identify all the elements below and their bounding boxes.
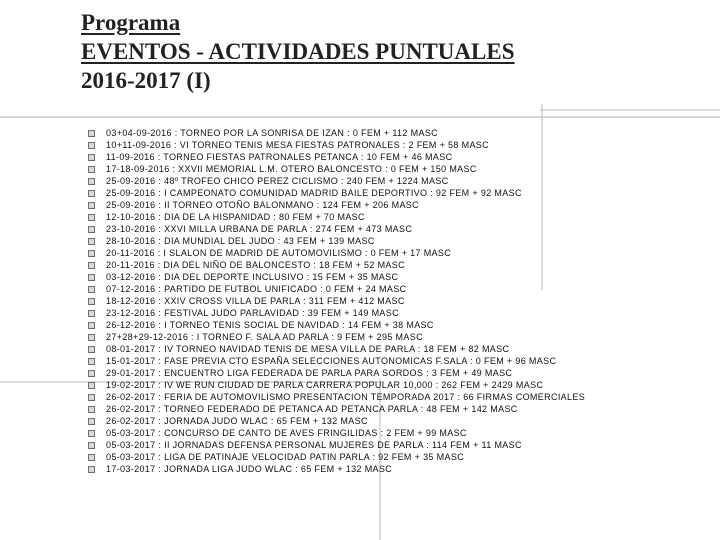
list-item-text: 20-11-2016 : I SLALON DE MADRID DE AUTOMOVILISMO : 0 FEM + 17 MASC (106, 248, 452, 258)
square-bullet-icon (88, 382, 95, 389)
list-item (88, 223, 585, 235)
list-item (88, 127, 585, 139)
slide-title (81, 8, 515, 95)
square-bullet-icon (88, 298, 95, 305)
list-item-text: 05-03-2017 : II JORNADAS DEFENSA PERSONAL MUJERES DE PARLA : 114 FEM + 11 MASC (106, 440, 522, 450)
title-line-2: EVENTOS - ACTIVIDADES PUNTUALES (81, 39, 515, 64)
list-item-text: 03+04-09-2016 : TORNEO POR LA SONRISA DE IZAN : 0 FEM + 112 MASC (106, 128, 439, 138)
square-bullet-icon (88, 274, 95, 281)
square-bullet-icon (88, 406, 95, 413)
list-item-text: 23-12-2016 : FESTIVAL JUDO PARLAVIDAD : 39 FEM + 149 MASC (106, 308, 399, 318)
list-item (88, 379, 585, 391)
square-bullet-icon (88, 202, 95, 209)
square-bullet-icon (88, 166, 95, 173)
list-item (88, 439, 585, 451)
square-bullet-icon (88, 394, 95, 401)
square-bullet-icon (88, 346, 95, 353)
list-item (88, 211, 585, 223)
list-item (88, 163, 585, 175)
list-item (88, 235, 585, 247)
square-bullet-icon (88, 310, 95, 317)
square-bullet-icon (88, 130, 95, 137)
list-item (88, 151, 585, 163)
list-item-text: 26-02-2017 : TORNEO FEDERADO DE PETANCA AD PETANCA PARLA : 48 FEM + 142 MASC (106, 404, 518, 414)
list-item-text: 29-01-2017 : ENCUENTRO LIGA FEDERADA DE PARLA PARA SORDOS : 3 FEM + 49 MASC (106, 368, 513, 378)
list-item (88, 415, 585, 427)
list-item (88, 283, 585, 295)
square-bullet-icon (88, 322, 95, 329)
list-item-text: 17-03-2017 : JORNADA LIGA JUDO WLAC : 65 FEM + 132 MASC (106, 464, 393, 474)
list-item (88, 343, 585, 355)
square-bullet-icon (88, 454, 95, 461)
list-item-text: 05-03-2017 : CONCURSO DE CANTO DE AVES FRINGILIDAS : 2 FEM + 99 MASC (106, 428, 467, 438)
square-bullet-icon (88, 358, 95, 365)
list-item (88, 355, 585, 367)
list-item-text: 19-02-2017 : IV WE RUN CIUDAD DE PARLA CARRERA POPULAR 10,000 : 262 FEM + 2429 MASC (106, 380, 544, 390)
square-bullet-icon (88, 286, 95, 293)
list-item (88, 307, 585, 319)
list-item (88, 139, 585, 151)
list-item (88, 259, 585, 271)
square-bullet-icon (88, 214, 95, 221)
list-item (88, 187, 585, 199)
square-bullet-icon (88, 334, 95, 341)
list-item (88, 247, 585, 259)
square-bullet-icon (88, 250, 95, 257)
list-item-text: 10+11-09-2016 : VI TORNEO TENIS MESA FIESTAS PATRONALES : 2 FEM + 58 MASC (106, 140, 490, 150)
square-bullet-icon (88, 142, 95, 149)
list-item-text: 07-12-2016 : PARTIDO DE FUTBOL UNIFICADO : 0 FEM + 24 MASC (106, 284, 407, 294)
square-bullet-icon (88, 154, 95, 161)
list-item-text: 28-10-2016 : DIA MUNDIAL DEL JUDO : 43 FEM + 139 MASC (106, 236, 375, 246)
list-item-text: 25-09-2016 : I CAMPEONATO COMUNIDAD MADRID BAILE DEPORTIVO : 92 FEM + 92 MASC (106, 188, 522, 198)
list-item (88, 463, 585, 475)
list-item-text: 25-09-2016 : II TORNEO OTOÑO BALONMANO : 124 FEM + 206 MASC (106, 200, 420, 210)
list-item-text: 25-09-2016 : 48º TROFEO CHICO PEREZ CICLISMO : 240 FEM + 1224 MASC (106, 176, 449, 186)
list-item (88, 403, 585, 415)
list-item-text: 11-09-2016 : TORNEO FIESTAS PATRONALES PETANCA : 10 FEM + 46 MASC (106, 152, 453, 162)
list-item-text: 26-02-2017 : JORNADA JUDO WLAC : 65 FEM + 132 MASC (106, 416, 368, 426)
square-bullet-icon (88, 190, 95, 197)
title-line-1: Programa (81, 10, 181, 35)
list-item-text: 27+28+29-12-2016 : I TORNEO F. SALA AD PARLA : 9 FEM + 295 MASC (106, 332, 423, 342)
list-item (88, 199, 585, 211)
list-item-text: 08-01-2017 : IV TORNEO NAVIDAD TENIS DE MESA VILLA DE PARLA : 18 FEM + 82 MASC (106, 344, 510, 354)
square-bullet-icon (88, 262, 95, 269)
list-item (88, 319, 585, 331)
square-bullet-icon (88, 178, 95, 185)
list-item-text: 15-01-2017 : FASE PREVIA CTO ESPAÑA SELECCIONES AUTONOMICAS F.SALA : 0 FEM + 96 MASC (106, 356, 557, 366)
square-bullet-icon (88, 418, 95, 425)
list-item-text: 23-10-2016 : XXVI MILLA URBANA DE PARLA : 274 FEM + 473 MASC (106, 224, 413, 234)
list-item (88, 427, 585, 439)
list-item (88, 367, 585, 379)
event-list (88, 127, 585, 475)
square-bullet-icon (88, 430, 95, 437)
square-bullet-icon (88, 466, 95, 473)
square-bullet-icon (88, 442, 95, 449)
list-item (88, 295, 585, 307)
list-item-text: 26-12-2016 : I TORNEO TENIS SOCIAL DE NAVIDAD : 14 FEM + 38 MASC (106, 320, 434, 330)
list-item-text: 12-10-2016 : DIA DE LA HISPANIDAD : 80 FEM + 70 MASC (106, 212, 365, 222)
list-item-text: 26-02-2017 : FERIA DE AUTOMOVILISMO PRESENTACION TEMPORADA 2017 : 66 FIRMAS COMERCIALES (106, 392, 586, 402)
square-bullet-icon (88, 238, 95, 245)
list-item-text: 03-12-2016 : DIA DEL DEPORTE INCLUSIVO : 15 FEM + 35 MASC (106, 272, 399, 282)
list-item (88, 451, 585, 463)
list-item (88, 271, 585, 283)
list-item (88, 175, 585, 187)
list-item (88, 331, 585, 343)
list-item-text: 18-12-2016 : XXIV CROSS VILLA DE PARLA : 311 FEM + 412 MASC (106, 296, 405, 306)
list-item (88, 391, 585, 403)
square-bullet-icon (88, 370, 95, 377)
square-bullet-icon (88, 226, 95, 233)
list-item-text: 17-18-09-2016 : XXVII MEMORIAL L.M. OTERO BALONCESTO : 0 FEM + 150 MASC (106, 164, 477, 174)
list-item-text: 05-03-2017 : LIGA DE PATINAJE VELOCIDAD PATIN PARLA : 92 FEM + 35 MASC (106, 452, 465, 462)
list-item-text: 20-11-2016 : DIA DEL NIÑO DE BALONCESTO : 18 FEM + 52 MASC (106, 260, 405, 270)
title-line-3: 2016-2017 (I) (81, 68, 211, 93)
